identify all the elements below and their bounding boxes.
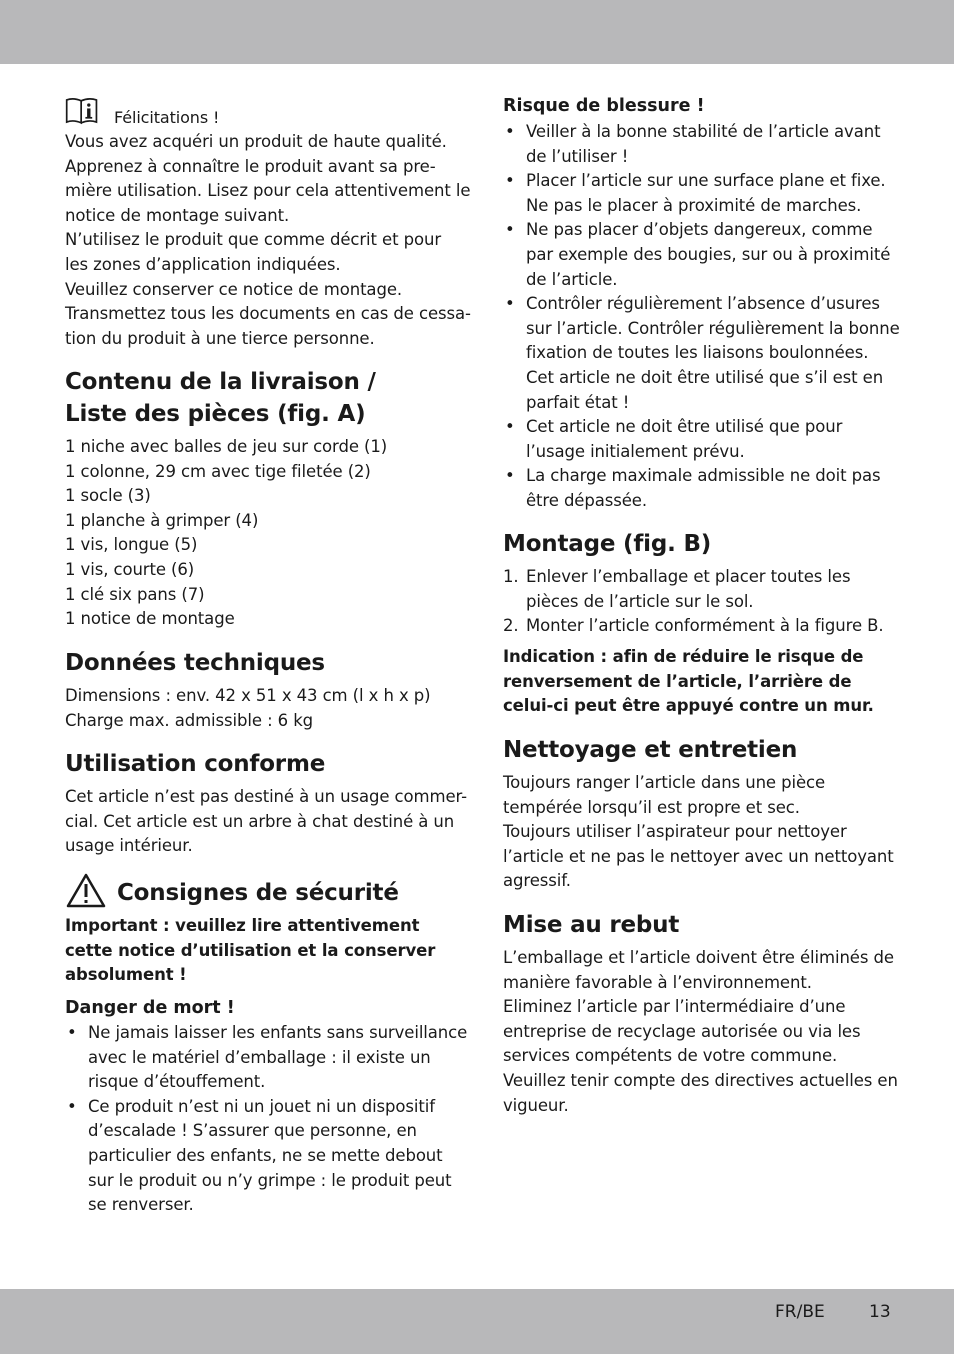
tech-specs: Dimensions : env. 42 x 51 x 43 cm (l x h x p) Charge max. admissible : 6 kg	[65, 686, 431, 730]
cleaning-heading: Nettoyage et entretien	[503, 737, 798, 763]
footer-language: FR/BE	[775, 1302, 825, 1322]
info-book-icon	[65, 97, 99, 125]
disposal-paragraph: L’emballage et l’article doivent être éliminés de manière favorable à l’environnement. Eliminez l’article par l’intermédiaire d’une entreprise de recyclage autorisée ou via les services compétents de votre commune. Veuillez tenir compte des directives actuelles en vigueur.	[503, 948, 898, 1115]
header-bar	[0, 0, 954, 64]
use-paragraph: Cet article n’est pas destiné à un usage commer- cial. Cet article est un arbre à chat destiné à un usage intérieur.	[65, 787, 468, 856]
injury-list	[503, 120, 900, 514]
list-item: • La charge maximale admissible ne doit pas être dépassée.	[505, 466, 881, 510]
safety-heading: Consignes de sécurité	[117, 880, 399, 906]
page-number: 13	[869, 1302, 891, 1322]
danger-list	[65, 1021, 468, 1218]
intro-greeting: Félicitations !	[114, 108, 220, 127]
list-item: 2. Monter l’article conformément à la figure B.	[503, 616, 884, 636]
intro-paragraph: Vous avez acquéri un produit de haute qualité. Apprenez à connaître le produit avant sa pre- mière utilisation. Lisez pour cela attentivement le notice de montage suivant. N’utilisez le produit que comme décrit et pour les zones d’application indiquées. Veuillez conserver ce notice de montage. Transmettez tous les documents en cas de cessa- tion du produit à une tierce personne.	[65, 132, 471, 348]
use-heading: Utilisation conforme	[65, 751, 326, 777]
list-item: • Contrôler régulièrement l’absence d’usures sur l’article. Contrôler régulièrement la bonne fixation de toutes les liaisons boulonnées. Cet article ne doit être utilisé que s’il est en parfait état !	[505, 294, 900, 412]
assembly-steps	[503, 565, 891, 639]
assembly-heading: Montage (fig. B)	[503, 531, 712, 557]
list-item: • Ne pas placer d’objets dangereux, comme par exemple des bougies, sur ou à proximité de l’article.	[505, 220, 891, 289]
list-item: • Cet article ne doit être utilisé que pour l’usage initialement prévu.	[505, 417, 843, 461]
important-notice: Important : veuillez lire attentivement cette notice d’utilisation et la conserver absolument !	[65, 916, 436, 985]
disposal-heading: Mise au rebut	[503, 912, 680, 938]
warning-triangle-icon	[66, 873, 106, 909]
tech-heading: Données techniques	[65, 650, 325, 676]
list-item: 1. Enlever l’emballage et placer toutes les pièces de l’article sur le sol.	[503, 567, 851, 611]
indication-note: Indication : afin de réduire le risque de renversement de l’article, l’arrière de celui-ci peut être appuyé contre un mur.	[503, 647, 874, 716]
danger-heading: Danger de mort !	[65, 998, 235, 1018]
list-item: • Ce produit n’est ni un jouet ni un dispositif d’escalade ! S’assurer que personne, en particulier des enfants, ne se mette debout sur le produit ou n’y grimpe : le produit peut se renverser.	[67, 1096, 452, 1215]
list-item: • Veiller à la bonne stabilité de l’article avant de l’utiliser !	[505, 122, 881, 166]
contents-list: 1 niche avec balles de jeu sur corde (1) 1 colonne, 29 cm avec tige filetée (2) 1 socle (3) 1 planche à grimper (4) 1 vis, longue (5) 1 vis, courte (6) 1 clé six pans (7) 1 notice de montage	[65, 437, 388, 629]
cleaning-paragraph: Toujours ranger l’article dans une pièce tempérée lorsqu’il est propre et sec. Toujours utiliser l’aspirateur pour nettoyer l’article et ne pas le nettoyer avec un nettoyant agressif.	[503, 773, 894, 891]
list-item: • Ne jamais laisser les enfants sans surveillance avec le matériel d’emballage : il existe un risque d’étouffement.	[67, 1023, 468, 1092]
injury-heading: Risque de blessure !	[503, 96, 705, 116]
contents-heading: Contenu de la livraison / Liste des pièces (fig. A)	[65, 369, 376, 427]
list-item: • Placer l’article sur une surface plane et fixe. Ne pas le placer à proximité de marches.	[505, 171, 886, 215]
